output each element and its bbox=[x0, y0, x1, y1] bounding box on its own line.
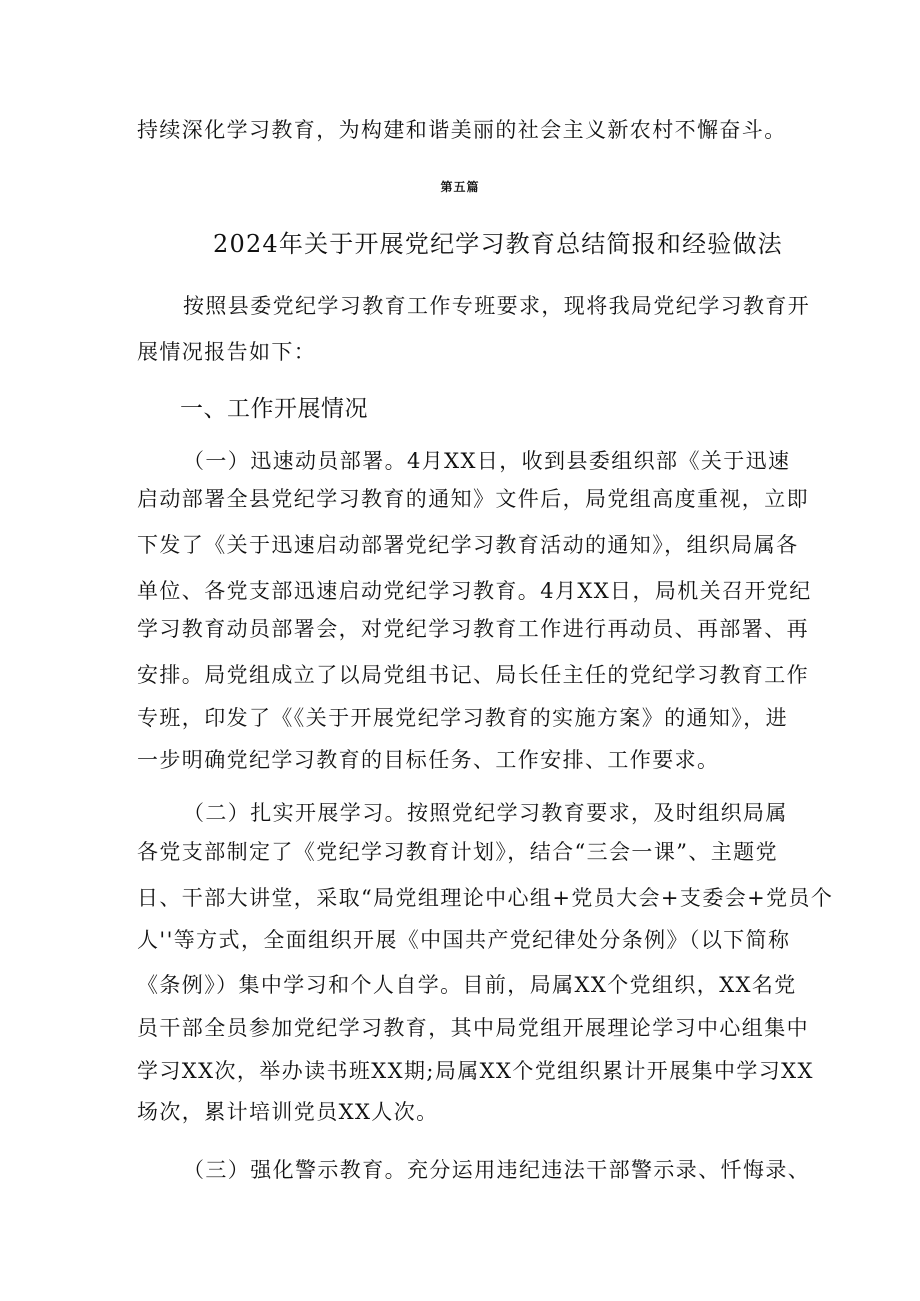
section-label: 第五篇 bbox=[440, 180, 480, 194]
paragraph-line: 一步明确党纪学习教育的目标任务、工作安排、工作要求。 bbox=[137, 748, 720, 772]
paragraph-line: 人''等方式，全面组织开展《中国共产党纪律处分条例》（以下简称 bbox=[137, 928, 791, 952]
paragraph-line: （一）迅速动员部署。4月XX日，收到县委组织部《关于迅速 bbox=[183, 449, 791, 473]
paragraph-line: 安排。局党组成立了以局党组书记、局长任主任的党纪学习教育工作 bbox=[137, 663, 809, 687]
paragraph-line: 各党支部制定了《党纪学习教育计划》，结合“三会一课”、主题党 bbox=[137, 840, 778, 864]
paragraph-line: 下发了《关于迅速启动部署党纪学习教育活动的通知》，组织局属各 bbox=[137, 533, 799, 557]
paragraph-line: 持续深化学习教育，为构建和谐美丽的社会主义新农村不懈奋斗。 bbox=[137, 118, 787, 142]
paragraph-line: 员干部全员参加党纪学习教育，其中局党组开展理论学习中心组集中 bbox=[137, 1016, 809, 1040]
paragraph-line: （二）扎实开展学习。按照党纪学习教育要求，及时组织局属 bbox=[183, 801, 788, 825]
paragraph-line: 启动部署全县党纪学习教育的通知》文件后，局党组高度重视，立即 bbox=[137, 487, 809, 511]
document-title: 2024年关于开展党纪学习教育总结简报和经验做法 bbox=[213, 230, 783, 258]
intro-line: 按照县委党纪学习教育工作专班要求，现将我局党纪学习教育开 bbox=[183, 294, 811, 318]
paragraph-line: （三）强化警示教育。充分运用违纪违法干部警示录、忏悔录、 bbox=[183, 1158, 811, 1182]
paragraph-line: 学习XX次，举办读书班XX期;局属XX个党组织累计开展集中学习XX bbox=[137, 1059, 814, 1083]
paragraph-line: 学习教育动员部署会，对党纪学习教育工作进行再动员、再部署、再 bbox=[137, 617, 809, 641]
paragraph-line: 《条例》）集中学习和个人自学。目前，局属XX个党组织，XX名党 bbox=[137, 973, 797, 997]
paragraph-line: 专班，印发了《《关于开展党纪学习教育的实施方案》的通知》，进 bbox=[137, 706, 788, 730]
paragraph-line: 日、干部大讲堂，采取“局党组理论中心组+党员大会+支委会+党员个 bbox=[137, 886, 834, 910]
section-heading: 一、工作开展情况 bbox=[180, 396, 368, 422]
paragraph-line: 场次，累计培训党员XX人次。 bbox=[137, 1100, 439, 1124]
paragraph-line: 单位、各党支部迅速启动党纪学习教育。4月XX日，局机关召开党纪 bbox=[137, 579, 812, 603]
intro-line: 展情况报告如下： bbox=[137, 340, 317, 364]
